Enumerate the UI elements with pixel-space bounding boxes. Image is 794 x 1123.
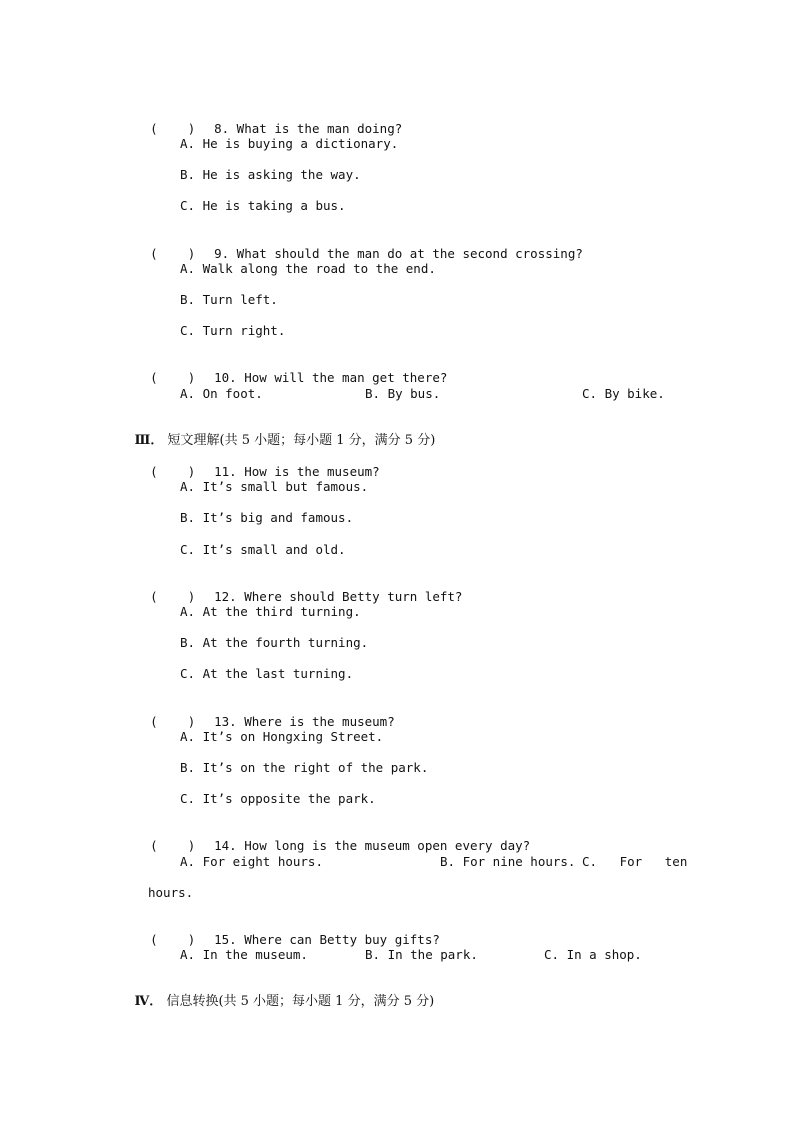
option-13b: B. It’s on the right of the park. (180, 760, 429, 775)
question-text: 13. Where is the museum? (214, 714, 395, 729)
option-9b: B. Turn left. (180, 292, 278, 307)
question-text: 10. How will the man get there? (214, 370, 448, 385)
option-13a: A. It’s on Hongxing Street. (180, 729, 384, 744)
answer-blank[interactable]: ( ) (150, 121, 196, 136)
option-15b: B. In the park. (365, 947, 478, 962)
option-11c: C. It’s small and old. (180, 542, 346, 557)
section-title: 信息转换(共 5 小题；每小题 1 分，满分 5 分) (166, 994, 435, 1009)
section-number: Ⅳ． (134, 994, 163, 1009)
question-text: 9. What should the man do at the second crossing? (214, 246, 583, 261)
answer-blank[interactable]: ( ) (150, 464, 196, 479)
option-10b: B. By bus. (365, 386, 441, 401)
option-14a: A. For eight hours. (180, 854, 323, 869)
answer-blank[interactable]: ( ) (150, 370, 196, 385)
section-4-heading (118, 978, 434, 1026)
answer-blank[interactable]: ( ) (150, 589, 196, 604)
question-text: 14. How long is the museum open every day? (214, 838, 531, 853)
option-10c: C. By bike. (582, 386, 665, 401)
option-10a: A. On foot. (180, 386, 263, 401)
option-13c: C. It’s opposite the park. (180, 791, 376, 806)
option-12b: B. At the fourth turning. (180, 635, 369, 650)
option-9c: C. Turn right. (180, 323, 286, 338)
option-8b: B. He is asking the way. (180, 167, 361, 182)
answer-blank[interactable]: ( ) (150, 932, 196, 947)
option-9a: A. Walk along the road to the end. (180, 261, 436, 276)
option-8a: A. He is buying a dictionary. (180, 136, 399, 151)
section-number: Ⅲ． (134, 433, 164, 448)
answer-blank[interactable]: ( ) (150, 838, 196, 853)
option-11b: B. It’s big and famous. (180, 510, 354, 525)
answer-blank[interactable]: ( ) (150, 246, 196, 261)
answer-blank[interactable]: ( ) (150, 714, 196, 729)
question-text: 11. How is the museum? (214, 464, 380, 479)
option-14c-wrap: hours. (148, 885, 194, 900)
option-8c: C. He is taking a bus. (180, 198, 346, 213)
option-12c: C. At the last turning. (180, 666, 354, 681)
option-12a: A. At the third turning. (180, 604, 361, 619)
question-text: 15. Where can Betty buy gifts? (214, 932, 440, 947)
option-15c: C. In a shop. (544, 947, 642, 962)
option-15a: A. In the museum. (180, 947, 308, 962)
option-11a: A. It’s small but famous. (180, 479, 369, 494)
question-text: 8. What is the man doing? (214, 121, 403, 136)
question-text: 12. Where should Betty turn left? (214, 589, 463, 604)
option-14c: C. For ten (582, 854, 688, 869)
option-14b: B. For nine hours. (440, 854, 576, 869)
section-title: 短文理解(共 5 小题；每小题 1 分，满分 5 分) (167, 433, 436, 448)
